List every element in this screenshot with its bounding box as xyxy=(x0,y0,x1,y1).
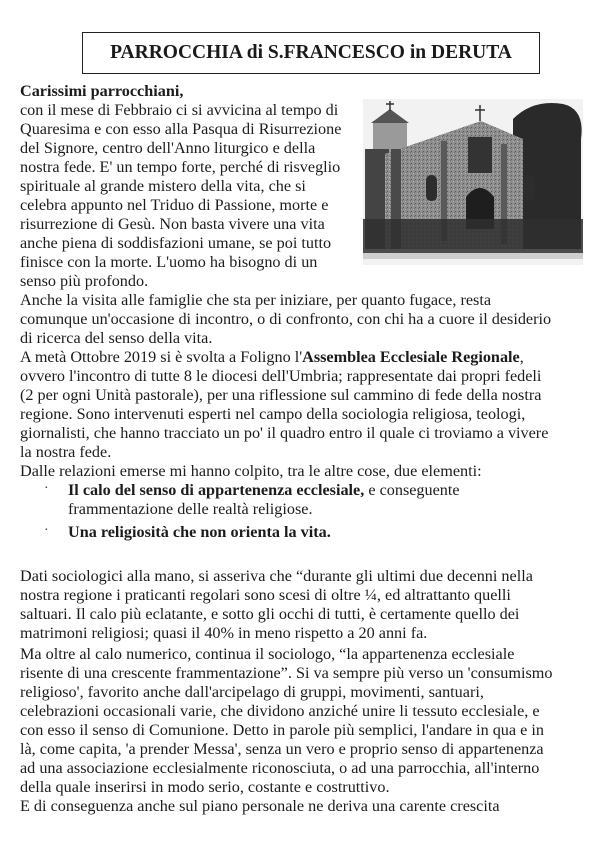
visit-line: di ricerca del senso della vita. xyxy=(20,329,213,347)
closing-line: risente di una crescente frammentazione”. Si va sempre più verso un 'consumismo xyxy=(20,664,553,682)
intro-line: con il mese di Febbraio ci si avvicina al tempo di xyxy=(20,101,339,119)
closing-line: celebrazioni occasionali varie, che dividono anziché unire li tessuto ecclesiale, e xyxy=(20,702,540,720)
bullet-bold: Il calo del senso di appartenenza ecclesiale, xyxy=(68,481,365,499)
intro-line: senso più profondo. xyxy=(20,272,149,290)
intro-line: Quaresima e con esso alla Pasqua di Risurrezione xyxy=(20,120,342,138)
assembly-line: ovvero l'incontro di tutte 8 le diocesi dell'Umbria; rappresentate dai propri fedeli xyxy=(20,367,542,385)
bullet-item xyxy=(68,481,460,500)
closing-line: della quale inserirsi in modo serio, costante e costruttivo. xyxy=(20,778,390,796)
data-line: Dati sociologici alla mano, si asseriva che “durante gli ultimi due decenni nella xyxy=(20,567,533,585)
intro-line: risurrezione di Gesù. Non basta vivere una vita xyxy=(20,215,325,233)
bullet-icon: · xyxy=(44,523,49,538)
assembly-line: la nostra fede. xyxy=(20,443,112,461)
intro-line: anche piena di soddisfazioni umane, se poi tutto xyxy=(20,234,332,252)
assembly-line: (2 per ogni Unità pastorale), per una riflessione sul cammino di fede della nostra xyxy=(20,386,542,404)
closing-line: Ma oltre al calo numerico, continua il sociologo, “la appartenenza ecclesiale xyxy=(20,645,515,663)
assembly-post: , xyxy=(519,348,524,366)
intro-line: spirituale al grande mistero della vita, che si xyxy=(20,177,306,195)
elements-intro: Dalle relazioni emerse mi hanno colpito, tra le altre cose, due elementi: xyxy=(20,462,482,480)
greeting: Carissimi parrocchiani, xyxy=(20,82,184,100)
assembly-line: giornalisti, che hanno tracciato un po' il quadro entro il quale ci troviamo a vivere xyxy=(20,424,549,442)
closing-line: E di conseguenza anche sul piano personale ne deriva una carente crescita xyxy=(20,797,500,815)
closing-line: religioso', favorito anche dall'arcipelago di gruppi, movimenti, santuari, xyxy=(20,683,484,701)
data-line: matrimoni religiosi; quasi il 40% in meno rispetto a 20 anni fa. xyxy=(20,624,428,642)
visit-line: comunque un'occasione di incontro, o di confronto, con chi ha a cuore il desiderio xyxy=(20,310,552,328)
assembly-name: Assemblea Ecclesiale Regionale xyxy=(302,348,520,366)
intro-line: del Signore, centro dell'Anno liturgico e della xyxy=(20,139,316,157)
parish-title: PARROCCHIA di S.FRANCESCO in DERUTA xyxy=(110,42,512,63)
intro-line: nostra fede. E' un tempo forte, perché di risveglio xyxy=(20,158,341,176)
assembly-line xyxy=(20,348,524,367)
bullet-icon: · xyxy=(44,481,49,496)
closing-line: con esso il senso di Comunione. Detto in parole più semplici, l'andare in qua e in xyxy=(20,721,544,739)
closing-line: ad una associazione ecclesialmente riconosciuta, o ad una parrocchia, all'interno xyxy=(20,759,540,777)
data-line: saltuari. Il calo più eclatante, e sotto gli occhi di tutti, è certamente quello dei xyxy=(20,605,520,623)
bullet-continuation: frammentazione delle realtà religiose. xyxy=(68,500,313,518)
closing-line: là, come capita, 'a prender Messa', senza un vero e proprio senso di appartenenza xyxy=(20,740,544,758)
intro-line: finisce con la morte. L'uomo ha bisogno di un xyxy=(20,253,318,271)
intro-line: celebra appunto nel Triduo di Passione, morte e xyxy=(20,196,329,214)
data-line: nostra regione i praticanti regolari sono scesi di oltre ¼, ed altrattanto quelli xyxy=(20,586,511,604)
parish-title-box xyxy=(82,32,540,74)
assembly-pre: A metà Ottobre 2019 si è svolta a Foligno l' xyxy=(20,348,303,366)
assembly-line: regione. Sono intervenuti esperti nel campo della sociologia religiosa, teologi, xyxy=(20,405,526,423)
bullet-item: Una religiosità che non orienta la vita. xyxy=(68,523,331,541)
bullet-rest: e conseguente xyxy=(364,481,460,499)
church-photo xyxy=(363,99,583,265)
visit-line: Anche la visita alle famiglie che sta per iniziare, per quanto fugace, resta xyxy=(20,291,492,309)
